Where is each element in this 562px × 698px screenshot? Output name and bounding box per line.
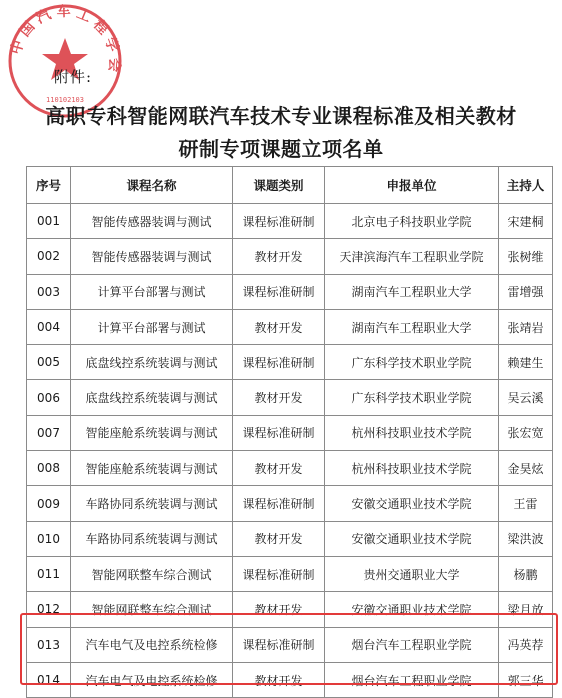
- table-row: [27, 380, 553, 415]
- svg-text:110102103: 110102103: [46, 96, 84, 104]
- cell-course-name: 车路协同系统装调与测试: [71, 486, 233, 521]
- cell-applicant-unit: 天津滨海汽车工程职业学院: [325, 239, 499, 274]
- cell-project-leader: 宋建桐: [499, 204, 553, 239]
- header-project-category: 课题类别: [233, 167, 325, 204]
- cell-course-name: 汽车电气及电控系统检修: [71, 662, 233, 697]
- cell-serial-number: 013: [27, 627, 71, 662]
- cell-applicant-unit: 广东科学技术职业学院: [325, 345, 499, 380]
- cell-project-category: 教材开发: [233, 309, 325, 344]
- table-row: [27, 451, 553, 486]
- cell-applicant-unit: 烟台汽车工程职业学院: [325, 627, 499, 662]
- cell-project-category: 教材开发: [233, 521, 325, 556]
- cell-applicant-unit: 安徽交通职业技术学院: [325, 486, 499, 521]
- document-title-line-2: 研制专项课题立项名单: [178, 137, 384, 161]
- cell-project-category: 教材开发: [233, 451, 325, 486]
- attachment-label: 附件:: [54, 68, 93, 86]
- cell-applicant-unit: 广东科学技术职业学院: [325, 380, 499, 415]
- cell-applicant-unit: 贵州交通职业大学: [325, 556, 499, 591]
- cell-project-category: 课程标准研制: [233, 345, 325, 380]
- cell-serial-number: 001: [27, 204, 71, 239]
- document-title-line-1: 高职专科智能网联汽车技术专业课程标准及相关教材: [45, 104, 517, 128]
- cell-course-name: 计算平台部署与测试: [71, 274, 233, 309]
- table-row: [27, 415, 553, 450]
- cell-serial-number: 002: [27, 239, 71, 274]
- cell-project-leader: 赖建生: [499, 345, 553, 380]
- cell-serial-number: 012: [27, 592, 71, 627]
- cell-project-leader: 雷增强: [499, 274, 553, 309]
- project-list-table: [26, 166, 553, 698]
- cell-course-name: 底盘线控系统装调与测试: [71, 380, 233, 415]
- table-row: [27, 521, 553, 556]
- cell-project-leader: 杨鹏: [499, 556, 553, 591]
- cell-serial-number: 014: [27, 662, 71, 697]
- cell-serial-number: 006: [27, 380, 71, 415]
- cell-serial-number: 008: [27, 451, 71, 486]
- table-row: [27, 274, 553, 309]
- cell-course-name: 智能座舱系统装调与测试: [71, 451, 233, 486]
- cell-project-leader: 梁洪波: [499, 521, 553, 556]
- cell-project-category: 课程标准研制: [233, 204, 325, 239]
- table-row: [27, 486, 553, 521]
- cell-project-category: 课程标准研制: [233, 556, 325, 591]
- cell-applicant-unit: 烟台汽车工程职业学院: [325, 662, 499, 697]
- table-row: [27, 592, 553, 627]
- table-header-row: [27, 167, 553, 204]
- cell-serial-number: 010: [27, 521, 71, 556]
- cell-course-name: 计算平台部署与测试: [71, 309, 233, 344]
- cell-project-category: 教材开发: [233, 380, 325, 415]
- cell-project-category: 课程标准研制: [233, 274, 325, 309]
- cell-applicant-unit: 杭州科技职业技术学院: [325, 415, 499, 450]
- cell-project-category: 教材开发: [233, 662, 325, 697]
- table-row: [27, 309, 553, 344]
- cell-course-name: 智能座舱系统装调与测试: [71, 415, 233, 450]
- table-row: [27, 239, 553, 274]
- cell-project-leader: 梁月放: [499, 592, 553, 627]
- cell-course-name: 底盘线控系统装调与测试: [71, 345, 233, 380]
- cell-applicant-unit: 湖南汽车工程职业大学: [325, 309, 499, 344]
- cell-project-leader: 张树维: [499, 239, 553, 274]
- table-row: [27, 627, 553, 662]
- cell-project-leader: 张宏宽: [499, 415, 553, 450]
- cell-project-leader: 金昊炫: [499, 451, 553, 486]
- cell-project-leader: 冯英荐: [499, 627, 553, 662]
- cell-serial-number: 007: [27, 415, 71, 450]
- cell-project-leader: 吴云溪: [499, 380, 553, 415]
- table-row: [27, 204, 553, 239]
- cell-project-category: 教材开发: [233, 592, 325, 627]
- cell-project-category: 课程标准研制: [233, 627, 325, 662]
- cell-applicant-unit: 杭州科技职业技术学院: [325, 451, 499, 486]
- cell-serial-number: 011: [27, 556, 71, 591]
- header-applicant-unit: 申报单位: [325, 167, 499, 204]
- cell-course-name: 智能传感器装调与测试: [71, 239, 233, 274]
- cell-serial-number: 003: [27, 274, 71, 309]
- svg-text:中 国 汽 车 工 程 学 会: 中 国 汽 车 工 程 学 会: [8, 3, 123, 73]
- cell-serial-number: 004: [27, 309, 71, 344]
- cell-applicant-unit: 湖南汽车工程职业大学: [325, 274, 499, 309]
- cell-project-leader: 王雷: [499, 486, 553, 521]
- table-row: [27, 662, 553, 697]
- table-row: [27, 556, 553, 591]
- cell-applicant-unit: 北京电子科技职业学院: [325, 204, 499, 239]
- cell-course-name: 汽车电气及电控系统检修: [71, 627, 233, 662]
- header-serial-number: 序号: [27, 167, 71, 204]
- cell-project-leader: 郭三华: [499, 662, 553, 697]
- header-course-name: 课程名称: [71, 167, 233, 204]
- cell-course-name: 智能网联整车综合测试: [71, 592, 233, 627]
- table-body: [27, 204, 553, 698]
- cell-project-category: 课程标准研制: [233, 415, 325, 450]
- cell-serial-number: 009: [27, 486, 71, 521]
- cell-applicant-unit: 安徽交通职业技术学院: [325, 592, 499, 627]
- cell-project-leader: 张靖岩: [499, 309, 553, 344]
- cell-course-name: 车路协同系统装调与测试: [71, 521, 233, 556]
- header-project-leader: 主持人: [499, 167, 553, 204]
- cell-course-name: 智能传感器装调与测试: [71, 204, 233, 239]
- cell-serial-number: 005: [27, 345, 71, 380]
- cell-course-name: 智能网联整车综合测试: [71, 556, 233, 591]
- table-row: [27, 345, 553, 380]
- cell-applicant-unit: 安徽交通职业技术学院: [325, 521, 499, 556]
- cell-project-category: 教材开发: [233, 239, 325, 274]
- cell-project-category: 课程标准研制: [233, 486, 325, 521]
